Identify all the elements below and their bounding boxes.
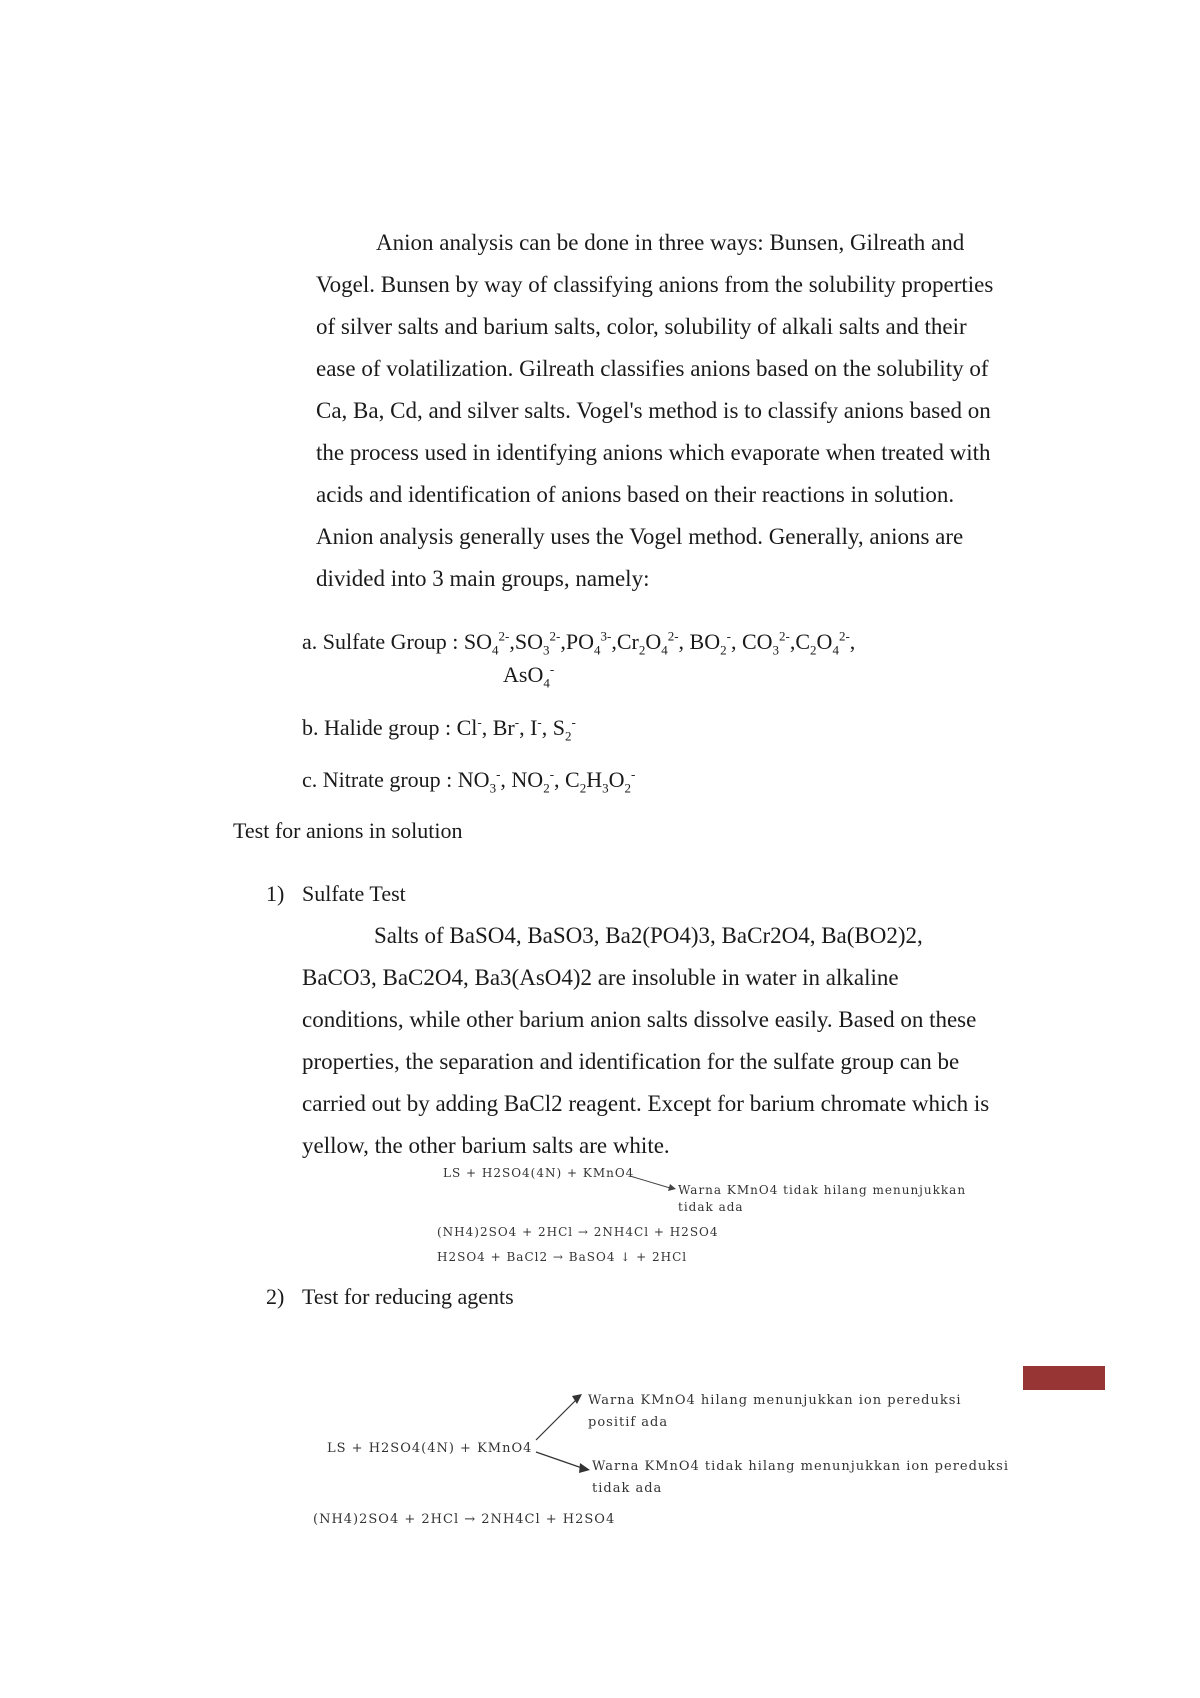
figure2-positive-result-2: positif ada — [588, 1415, 669, 1430]
halide-group-label: b. Halide group : — [302, 715, 452, 740]
intro-line: divided into 3 main groups, namely: — [316, 566, 650, 591]
nitrate-group-label: c. Nitrate group : — [302, 767, 453, 792]
figure1-result2: tidak ada — [678, 1200, 744, 1214]
intro-line: Anion analysis can be done in three ways: Bunsen, Gilreath and — [376, 230, 965, 255]
test2-number: 2) — [266, 1284, 285, 1309]
halide-group-line: b. Halide group : Cl-, Br-, I-, $S_2^-$ — [302, 714, 576, 744]
test1-line: conditions, while other barium anion salts dissolve easily. Based on these — [302, 1007, 977, 1032]
test1-title: Sulfate Test — [302, 881, 406, 906]
intro-line: Anion analysis generally uses the Vogel method. Generally, anions are — [316, 524, 964, 549]
test1-number: 1) — [266, 881, 285, 906]
figure2-reagent: LS + H2SO4(4N) + KMnO4 — [327, 1441, 533, 1456]
sulfate-group-continuation: AsO$_4$- — [503, 661, 555, 691]
test1-line: yellow, the other barium salts are white. — [302, 1133, 670, 1158]
test1-line: BaCO3, BaC2O4, Ba3(AsO4)2 are insoluble in water in alkaline — [302, 965, 899, 990]
intro-line: Ca, Ba, Cd, and silver salts. Vogel's method is to classify anions based on — [316, 398, 991, 423]
figure2-negative-result: Warna KMnO4 tidak hilang menunjukkan ion pereduksi — [592, 1459, 1010, 1474]
intro-line: ease of volatilization. Gilreath classifies anions based on the solubility of — [316, 356, 989, 381]
figure2-positive-result: Warna KMnO4 hilang menunjukkan ion pereduksi — [588, 1393, 962, 1408]
test1-paragraph — [302, 915, 1035, 1167]
sulfate-group-label: a. Sulfate Group : — [302, 629, 459, 654]
test1-line: properties, the separation and identification for the sulfate group can be — [302, 1049, 960, 1074]
figure2-negative-result-2: tidak ada — [592, 1481, 663, 1496]
intro-line: of silver salts and barium salts, color, solubility of alkali salts and their — [316, 314, 967, 339]
test2-title: Test for reducing agents — [302, 1284, 514, 1309]
page-accent-bar — [1023, 1366, 1105, 1390]
figure1-equation-2: H2SO4 + BaCl2 → BaSO4 ↓ + 2HCl — [437, 1250, 688, 1264]
figure1-reagent: LS + H2SO4(4N) + KMnO4 — [443, 1166, 635, 1180]
nitrate-group-line: c. Nitrate group : $NO_3^-$, $NO_2^-$, $C_2H_3O_2^-$ — [302, 766, 636, 796]
intro-line: the process used in identifying anions which evaporate when treated with — [316, 440, 991, 465]
intro-line: Vogel. Bunsen by way of classifying anions from the solubility properties — [316, 272, 994, 297]
sulfate-group-line: a. Sulfate Group : $SO_4^{2-},SO_3^{2-},PO_4^{3-},Cr_2O_4^{2-}$, $BO_2^-$, $CO_3^{2-},C_2O_4^{2-}$, — [302, 628, 856, 658]
figure1-result: Warna KMnO4 tidak hilang menunjukkan — [678, 1183, 967, 1197]
intro-line: acids and identification of anions based on their reactions in solution. — [316, 482, 955, 507]
figure1-arrow — [628, 1172, 678, 1194]
test1-line: carried out by adding BaCl2 reagent. Except for barium chromate which is — [302, 1091, 990, 1116]
figure1-equation-1: (NH4)2SO4 + 2HCl → 2NH4Cl + H2SO4 — [437, 1225, 719, 1239]
figure2-equation: (NH4)2SO4 + 2HCl → 2NH4Cl + H2SO4 — [313, 1512, 616, 1527]
section-heading: Test for anions in solution — [233, 818, 463, 843]
test1-line: Salts of BaSO4, BaSO3, Ba2(PO4)3, BaCr2O4, Ba(BO2)2, — [374, 923, 923, 948]
intro-paragraph — [316, 222, 1036, 600]
